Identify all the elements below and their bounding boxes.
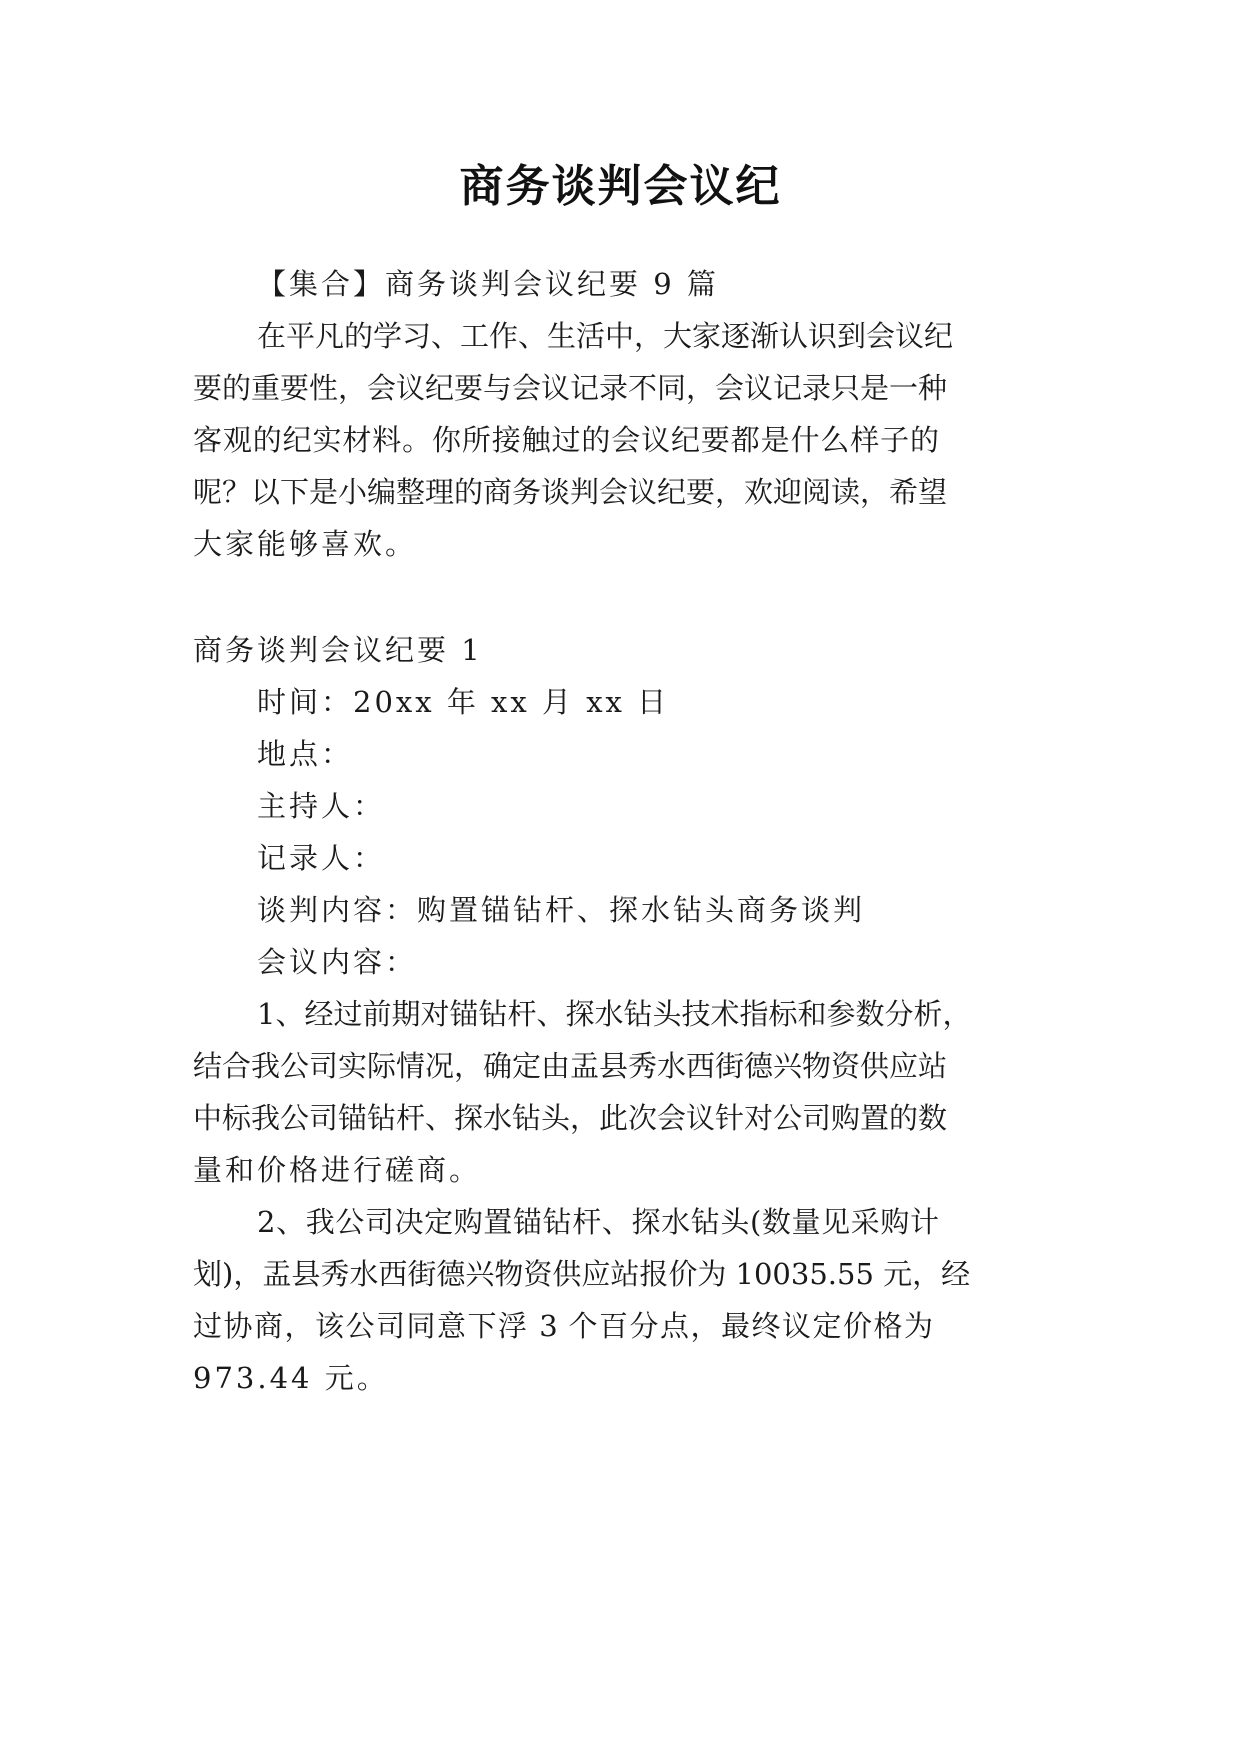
item-1-line: 结合我公司实际情况，确定由盂县秀水西街德兴物资供应站	[193, 1049, 948, 1083]
negotiation-topic: 谈判内容：购置锚钻杆、探水钻头商务谈判	[257, 893, 866, 927]
item-2-line: 2、我公司决定购置锚钻杆、探水钻头(数量见采购计	[257, 1205, 940, 1239]
section-heading: 商务谈判会议纪要 1	[193, 633, 483, 667]
intro-line: 客观的纪实材料。你所接触过的会议纪要都是什么样子的	[193, 423, 939, 457]
intro-line: 大家能够喜欢。	[193, 527, 418, 561]
item-2-line: 973.44 元。	[193, 1361, 389, 1395]
meeting-place: 地点：	[257, 737, 354, 771]
item-1-line: 量和价格进行磋商。	[193, 1153, 482, 1187]
meeting-recorder: 记录人：	[257, 841, 386, 875]
meeting-host: 主持人：	[257, 789, 386, 823]
item-1-line: 中标我公司锚钻杆、探水钻头，此次会议针对公司购置的数	[193, 1101, 948, 1135]
meeting-content-label: 会议内容：	[257, 945, 418, 979]
intro-line: 呢？以下是小编整理的商务谈判会议纪要，欢迎阅读，希望	[193, 475, 948, 509]
intro-line: 要的重要性，会议纪要与会议记录不同，会议记录只是一种	[193, 371, 948, 405]
item-2-line: 划)，盂县秀水西街德兴物资供应站报价为 10035.55 元，经	[193, 1257, 971, 1291]
document-title: 商务谈判会议纪	[459, 161, 782, 212]
intro-line: 在平凡的学习、工作、生活中，大家逐渐认识到会议纪	[257, 319, 954, 353]
item-1-line: 1、经过前期对锚钻杆、探水钻头技术指标和参数分析，	[257, 997, 972, 1031]
meeting-time: 时间：20xx 年 xx 月 xx 日	[257, 685, 670, 719]
collection-heading: 【集合】商务谈判会议纪要 9 篇	[257, 267, 719, 301]
item-2-line: 过协商，该公司同意下浮 3 个百分点，最终议定价格为	[193, 1309, 933, 1343]
